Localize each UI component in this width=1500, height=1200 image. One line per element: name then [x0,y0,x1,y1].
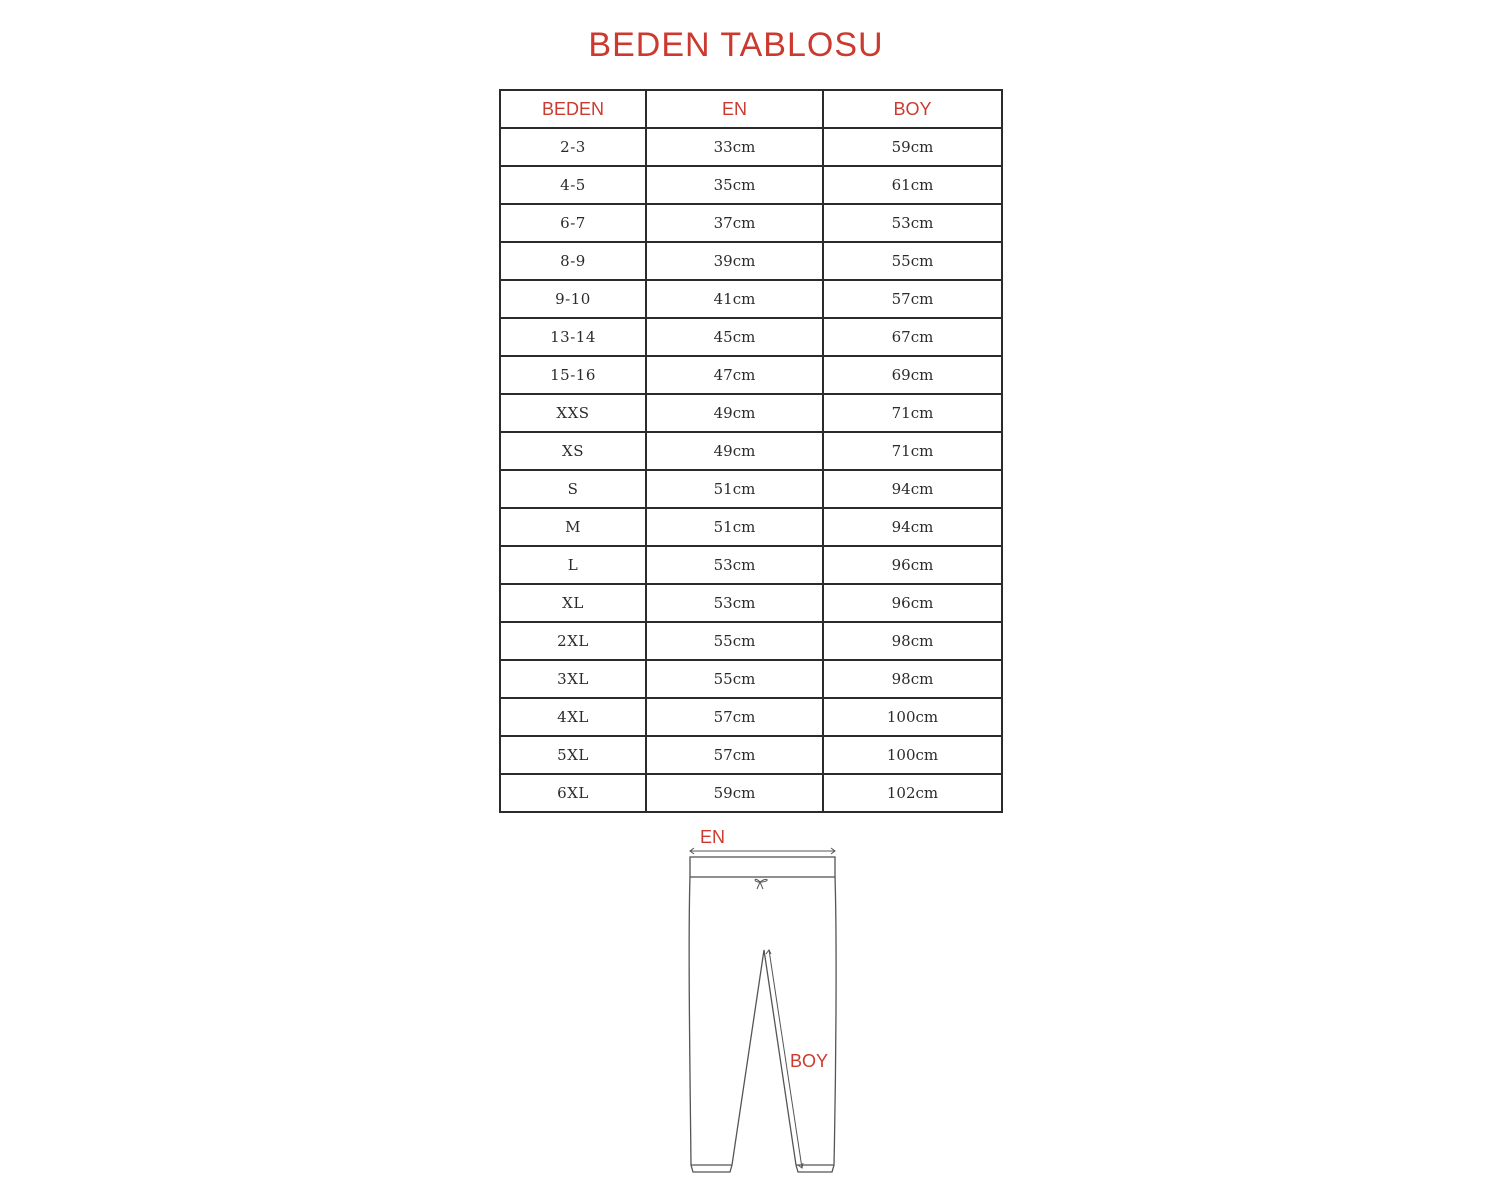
table-row [500,128,1002,166]
width-label: EN [700,827,726,847]
length-cell: 71cm [823,394,1002,432]
table-row [500,546,1002,584]
size-cell: 6-7 [500,204,646,242]
table-row [500,622,1002,660]
header-width: EN [646,90,823,128]
length-cell: 100cm [823,736,1002,774]
width-cell: 51cm [646,508,823,546]
table-row [500,356,1002,394]
size-cell: 4XL [500,698,646,736]
width-cell: 53cm [646,584,823,622]
size-cell: 5XL [500,736,646,774]
length-cell: 67cm [823,318,1002,356]
width-cell: 53cm [646,546,823,584]
table-row [500,280,1002,318]
width-cell: 33cm [646,128,823,166]
table-row [500,242,1002,280]
width-cell: 57cm [646,736,823,774]
width-cell: 35cm [646,166,823,204]
pants-measurement-diagram [660,820,860,1190]
table-row [500,432,1002,470]
length-cell: 69cm [823,356,1002,394]
size-cell: S [500,470,646,508]
length-cell: 94cm [823,508,1002,546]
table-row [500,204,1002,242]
length-cell: 100cm [823,698,1002,736]
header-length: BOY [823,90,1002,128]
size-cell: 2-3 [500,128,646,166]
header-size: BEDEN [500,90,646,128]
length-cell: 57cm [823,280,1002,318]
size-cell: 3XL [500,660,646,698]
size-cell: L [500,546,646,584]
length-cell: 96cm [823,546,1002,584]
length-cell: 71cm [823,432,1002,470]
size-cell: XXS [500,394,646,432]
width-cell: 47cm [646,356,823,394]
table-header-row [500,90,1002,128]
size-cell: XS [500,432,646,470]
width-cell: 59cm [646,774,823,812]
width-cell: 51cm [646,470,823,508]
size-cell: 9-10 [500,280,646,318]
size-cell: 2XL [500,622,646,660]
width-cell: 49cm [646,432,823,470]
size-table [499,89,1003,813]
size-cell: 15-16 [500,356,646,394]
table-row [500,774,1002,812]
width-cell: 37cm [646,204,823,242]
width-cell: 39cm [646,242,823,280]
drawstring-bow [755,879,767,889]
size-cell: 8-9 [500,242,646,280]
size-cell: M [500,508,646,546]
table-row [500,470,1002,508]
table-row [500,166,1002,204]
length-label: BOY [790,1051,829,1071]
width-cell: 45cm [646,318,823,356]
table-body [500,128,1002,812]
width-cell: 49cm [646,394,823,432]
length-cell: 59cm [823,128,1002,166]
length-cell: 94cm [823,470,1002,508]
length-cell: 61cm [823,166,1002,204]
width-cell: 55cm [646,622,823,660]
length-cell: 98cm [823,622,1002,660]
size-cell: 13-14 [500,318,646,356]
pants-outline [689,857,836,1172]
table-row [500,736,1002,774]
table-row [500,394,1002,432]
table-row [500,660,1002,698]
table-row [500,584,1002,622]
width-arrow [690,848,835,854]
width-cell: 57cm [646,698,823,736]
table-row [500,508,1002,546]
length-cell: 96cm [823,584,1002,622]
page-title: BEDEN TABLOSU [588,26,884,64]
size-cell: 6XL [500,774,646,812]
table-row [500,318,1002,356]
width-cell: 55cm [646,660,823,698]
length-cell: 55cm [823,242,1002,280]
length-cell: 102cm [823,774,1002,812]
length-cell: 53cm [823,204,1002,242]
length-cell: 98cm [823,660,1002,698]
size-cell: 4-5 [500,166,646,204]
width-cell: 41cm [646,280,823,318]
size-cell: XL [500,584,646,622]
table-row [500,698,1002,736]
